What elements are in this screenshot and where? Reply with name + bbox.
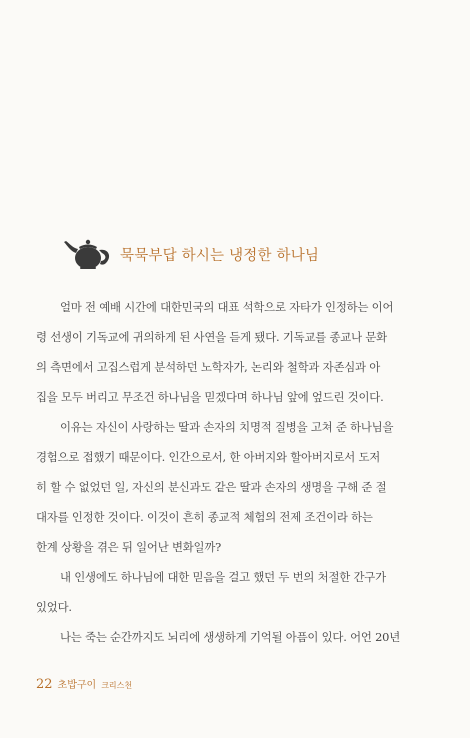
text-line: 경험으로 접했기 때문이다. 인간으로서, 한 아버지와 할아버지로서 도저 [36,450,381,464]
page-number: 22 [36,677,53,692]
text-line: 얼마 전 예배 시간에 대한민국의 대표 석학으로 자타가 인정하는 이어 [60,300,394,314]
page-footer [36,676,132,692]
text-line: 대자를 인정한 것이다. 이것이 흔히 종교적 체험의 전제 조건이라 하는 [36,510,373,524]
paragraph-3 [36,562,442,622]
section-title: 묵묵부답 하시는 냉정한 하나님 [120,247,320,264]
paragraph-2 [36,412,442,562]
teapot-icon [62,233,116,271]
paragraph-1 [36,292,442,412]
book-title: 초밥구이 [57,680,97,691]
text-line: 이유는 자신이 사랑하는 딸과 손자의 치명적 질병을 고쳐 준 하나님을 [60,420,394,434]
paragraph-4 [36,622,442,652]
text-line: 령 선생이 기독교에 귀의하게 된 사연을 듣게 됐다. 기독교를 종교나 문화 [36,330,387,344]
text-line: 집을 모두 버리고 무조건 하나님을 믿겠다며 하나님 앞에 엎드린 것이다. [36,390,384,404]
text-line: 내 인생에도 하나님에 대한 믿음을 걸고 했던 두 번의 처절한 간구가 [60,570,386,584]
body-text [36,292,442,652]
text-line: 히 할 수 없었던 일, 자신의 분신과도 같은 딸과 손자의 생명을 구해 준 절 [36,480,387,494]
section-heading [62,232,319,272]
text-line: 나는 죽는 순간까지도 뇌리에 생생하게 기억될 아픔이 있다. 어언 20년 [60,630,400,644]
text-line: 한계 상황을 겪은 뒤 일어난 변화일까? [36,540,222,554]
book-subtitle: 크리스천 [101,681,133,690]
text-line: 있었다. [36,600,72,614]
text-line: 의 측면에서 고집스럽게 분석하던 노학자가, 논리와 철학과 자존심과 아 [36,360,381,374]
